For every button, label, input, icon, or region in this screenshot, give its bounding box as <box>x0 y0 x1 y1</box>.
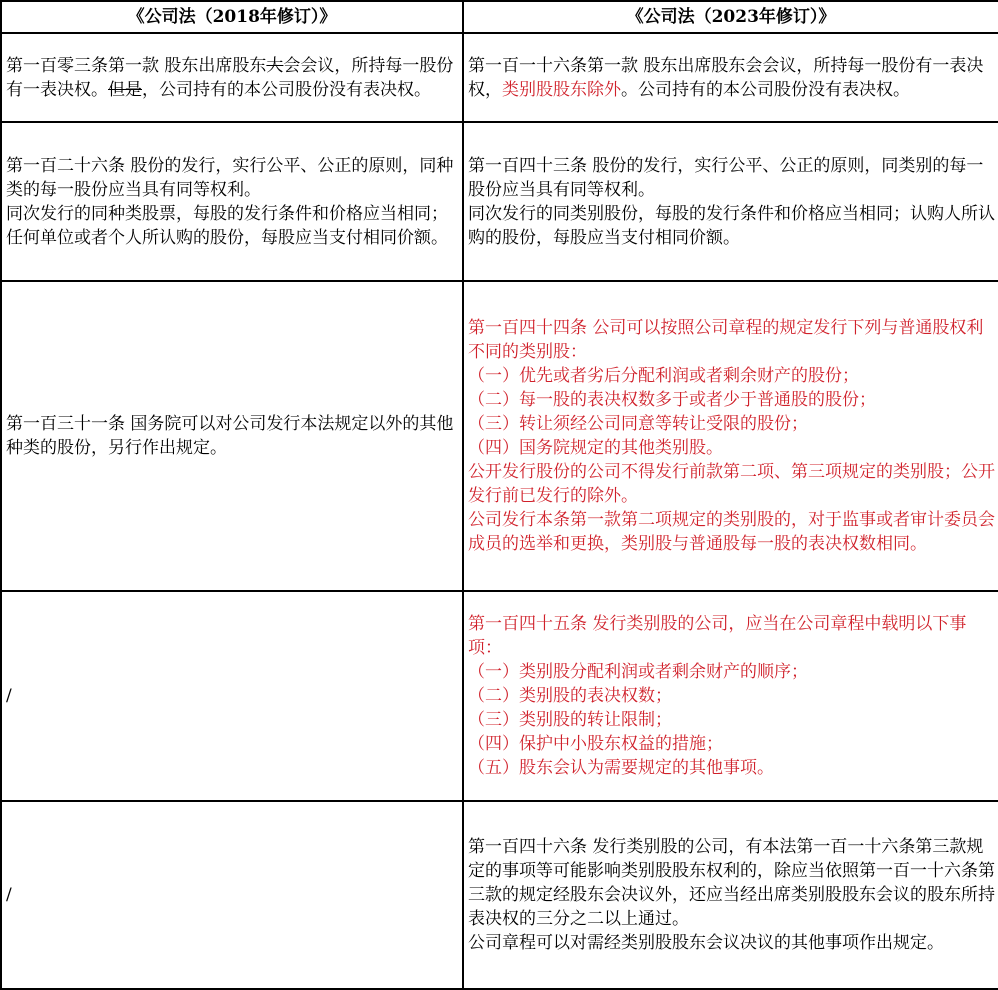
new-article-116 <box>463 33 998 122</box>
text: 。公司持有的本公司股份没有表决权。 <box>621 79 910 100</box>
added-text: 类别股股东除外 <box>502 79 621 100</box>
new-article-144 <box>463 281 998 591</box>
paragraph: 第一百四十五条 发行类别股的公司，应当在公司章程中载明以下事项： <box>468 614 967 658</box>
list-item: （五）股东会认为需要规定的其他事项。 <box>468 758 774 778</box>
paragraph: 第一百四十四条 公司可以按照公司章程的规定发行下列与普通股权利不同的类别股： <box>468 318 984 362</box>
old-article-none: / <box>1 801 463 989</box>
text: 第一百零三条第一款 股东出席股东 <box>6 55 267 76</box>
paragraph: 第一百四十三条 股份的发行，实行公平、公正的原则，同类别的每一股份应当具有同等权利。 <box>468 155 984 200</box>
table-row <box>1 33 998 122</box>
old-article-131: 第一百三十一条 国务院可以对公司发行本法规定以外的其他种类的股份，另行作出规定。 <box>1 281 463 591</box>
old-article-103 <box>1 33 463 122</box>
header-new-law: 《公司法（2023年修订）》 <box>463 1 998 33</box>
paragraph: 第一百二十六条 股份的发行，实行公平、公正的原则，同种类的每一股份应当具有同等权利。 <box>6 155 454 200</box>
text: ，公司持有的本公司股份没有表决权。 <box>142 79 431 100</box>
list-item: （四）保护中小股东权益的措施； <box>468 734 723 754</box>
header-row <box>1 1 998 33</box>
paragraph: 同次发行的同类别股份，每股的发行条件和价格应当相同；认购人所认购的股份，每股应当支付相同价额。 <box>468 203 995 248</box>
paragraph: 公司章程可以对需经类别股股东会议决议的其他事项作出规定。 <box>468 933 944 953</box>
paragraph: 同次发行的同种类股票，每股的发行条件和价格应当相同；任何单位或者个人所认购的股份，每股应当支付相同价额。 <box>6 203 448 248</box>
paragraph: 公司发行本条第一款第二项规定的类别股的，对于监事或者审计委员会成员的选举和更换，类别股与普通股每一股的表决权数相同。 <box>468 510 995 554</box>
text: 第一百一十六条第一款 股东出席股东会会议，所持每一股份有一表决权， <box>468 55 984 100</box>
list-item: （三）转让须经公司同意等转让受限的股份； <box>468 414 808 434</box>
deleted-text: 大 <box>266 55 284 76</box>
list-item: （二）每一股的表决权数多于或者少于普通股的股份； <box>468 390 876 410</box>
old-article-126 <box>1 122 463 281</box>
table-row <box>1 591 998 801</box>
text: 会会议，所持每一股份有一表决权。 <box>6 55 454 100</box>
old-article-none: / <box>1 591 463 801</box>
list-item: （四）国务院规定的其他类别股。 <box>468 438 723 458</box>
new-article-146 <box>463 801 998 989</box>
list-item: （一）优先或者劣后分配利润或者剩余财产的股份； <box>468 366 859 386</box>
list-item: （三）类别股的转让限制； <box>468 710 672 730</box>
new-article-145 <box>463 591 998 801</box>
new-article-143 <box>463 122 998 281</box>
table-row <box>1 281 998 591</box>
header-old-law: 《公司法（2018年修订）》 <box>1 1 463 33</box>
list-item: （二）类别股的表决权数； <box>468 686 672 706</box>
table-row <box>1 122 998 281</box>
paragraph: 公开发行股份的公司不得发行前款第二项、第三项规定的类别股；公开发行前已发行的除外。 <box>468 462 995 506</box>
table-row <box>1 801 998 989</box>
list-item: （一）类别股分配利润或者剩余财产的顺序； <box>468 662 808 682</box>
paragraph: 第一百四十六条 发行类别股的公司，有本法第一百一十六条第三款规定的事项等可能影响类别股股东权利的，除应当依照第一百一十六条第三款的规定经股东会决议外，还应当经出席类别股股东会议的股东所持表决权的三分之二以上通过。 <box>468 837 995 929</box>
deleted-text: 但是 <box>108 79 142 100</box>
